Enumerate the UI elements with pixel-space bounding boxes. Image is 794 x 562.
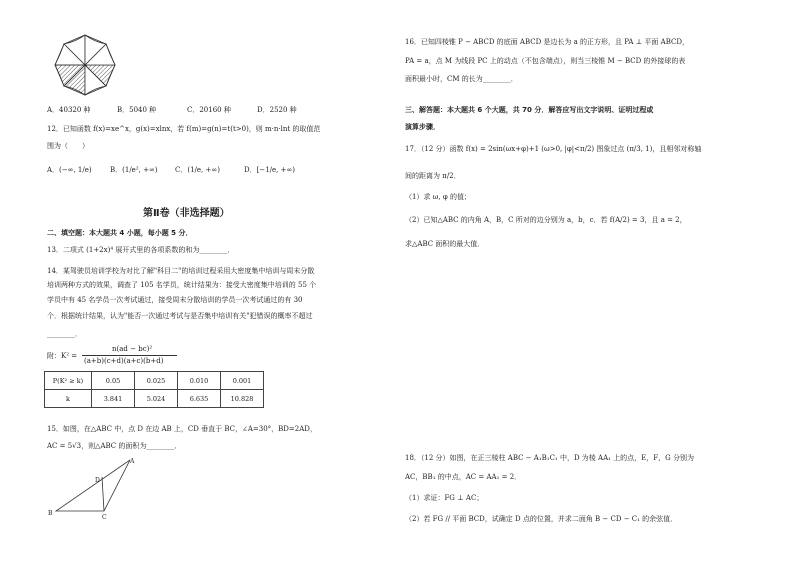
table-cell: P(K² ≥ k)	[45, 372, 92, 390]
table-row	[45, 372, 264, 390]
q15-stem-cont: AC = 5√3，则△ABC 的面积为________．	[47, 442, 182, 450]
q12-option-d: D．[−1/e, +∞)	[244, 166, 296, 174]
q11-option-d: D．2520 种	[257, 106, 297, 114]
q18-stem-cont: AC，BB₁ 的中点，AC = AA₁ = 2．	[405, 473, 522, 481]
section-title: 第Ⅱ卷（非选择题）	[143, 208, 230, 219]
octagon-figure	[50, 30, 120, 100]
q11-option-b: B．5040 种	[117, 106, 157, 114]
table-cell: 10.828	[221, 390, 264, 408]
q18-stem: 18．（12 分）如图，在正三棱柱 ABC − A₁B₁C₁ 中，D 为棱 AA₁ 上的点，E，F，G 分别为	[405, 454, 694, 462]
label-a: A	[130, 458, 135, 465]
q15-stem: 15．如图，在△ABC 中，点 D 在边 AB 上，CD 垂直于 BC，∠A=30°，BD=2AD，	[47, 425, 317, 433]
q12-option-b: B．(1/e², +∞)	[110, 166, 158, 174]
part3-heading: 三、解答题：本大题共 6 个大题，共 70 分．解答应写出文字说明、证明过程或	[405, 106, 654, 114]
table-cell: 3.841	[92, 390, 135, 408]
q12-option-a: A．(−∞, 1/e)	[47, 166, 92, 174]
part3-heading-cont: 演算步骤．	[405, 123, 440, 131]
q11-option-a: A．40320 种	[47, 106, 91, 114]
table-cell: 0.010	[178, 372, 221, 390]
table-row	[45, 390, 264, 408]
q18-part2: （2）若 FG // 平面 BCD，试确定 D 点的位置，并求二面角 B − CD − C₁ 的余弦值．	[405, 515, 678, 523]
table-cell: 0.001	[221, 372, 264, 390]
formula-bar	[82, 355, 177, 356]
q14-line: 14．某驾驶员培训学校为对比了解"科目二"的培训过程采用大密度集中培训与周末分散	[47, 267, 315, 275]
q16-stem-cont: 面积最小时，CM 的长为________．	[405, 75, 518, 83]
formula-denominator: (a+b)(c+d)(a+c)(b+d)	[84, 357, 164, 365]
q17-part2-cont: 求△ABC 面积的最大值．	[405, 240, 485, 248]
q12-option-c: C．(1/e, +∞)	[175, 166, 220, 174]
critical-value-table	[44, 371, 264, 408]
q12-stem-cont: 围为（ ）	[47, 142, 89, 150]
q14-line: 学员中有 45 名学员一次考试通过，接受周末分散培训的学员一次考试通过的有 30	[47, 296, 303, 304]
q14-line: ________．	[47, 330, 82, 338]
q16-stem-cont: PA = a，点 M 为线段 PC 上的动点（不包含端点），则当三棱锥 M − BCD 的外接球的表	[405, 57, 686, 65]
q13: 13．二项式 (1+2x)⁴ 展开式里的各项系数的和为________．	[47, 246, 235, 254]
q17-stem: 17．（12 分）函数 f(x) = 2sin(ωx+φ)+1 (ω>0, |φ|<π/2) 图象过点 (π/3, 1)，且相邻对称轴	[405, 145, 702, 153]
part2-heading: 二、填空题：本大题共 4 小题，每小题 5 分．	[47, 229, 193, 237]
table-cell: 6.635	[178, 390, 221, 408]
label-d: D	[95, 477, 100, 484]
q17-part1: （1）求 ω, φ 的值；	[405, 193, 471, 201]
q17-stem-cont: 间的距离为 π/2．	[405, 172, 461, 180]
table-cell: 5.024	[135, 390, 178, 408]
label-b: B	[48, 510, 53, 517]
q11-option-c: C．20160 种	[187, 106, 231, 114]
label-c: C	[102, 514, 107, 520]
q14-line: 培训两种方式的效果，调查了 105 名学员，统计结果为：接受大密度集中培训的 55 个	[47, 281, 317, 289]
q14-line: 个．根据统计结果，认为"能否一次通过考试与是否集中培训有关"犯错误的概率不超过	[47, 312, 313, 320]
formula-numerator: n(ad − bc)²	[112, 345, 153, 353]
q18-part1: （1）求证：FG ⊥ AC；	[405, 494, 484, 502]
q12-stem: 12．已知函数 f(x)=xe^x，g(x)=xlnx，若 f(m)=g(n)=t(t>0)，则 m·n·lnt 的取值范	[47, 125, 321, 133]
triangle-figure	[42, 455, 142, 520]
table-cell: k	[45, 390, 92, 408]
table-cell: 0.025	[135, 372, 178, 390]
q16-stem: 16．已知四棱锥 P − ABCD 的底面 ABCD 是边长为 a 的正方形，且 PA ⊥ 平面 ABCD，	[405, 38, 689, 46]
table-cell: 0.05	[92, 372, 135, 390]
formula-label: 附：K² =	[47, 352, 78, 360]
q17-part2: （2）已知△ABC 的内角 A，B，C 所对的边分别为 a，b，c．若 f(A/2) = 3，且 a = 2，	[405, 216, 687, 224]
